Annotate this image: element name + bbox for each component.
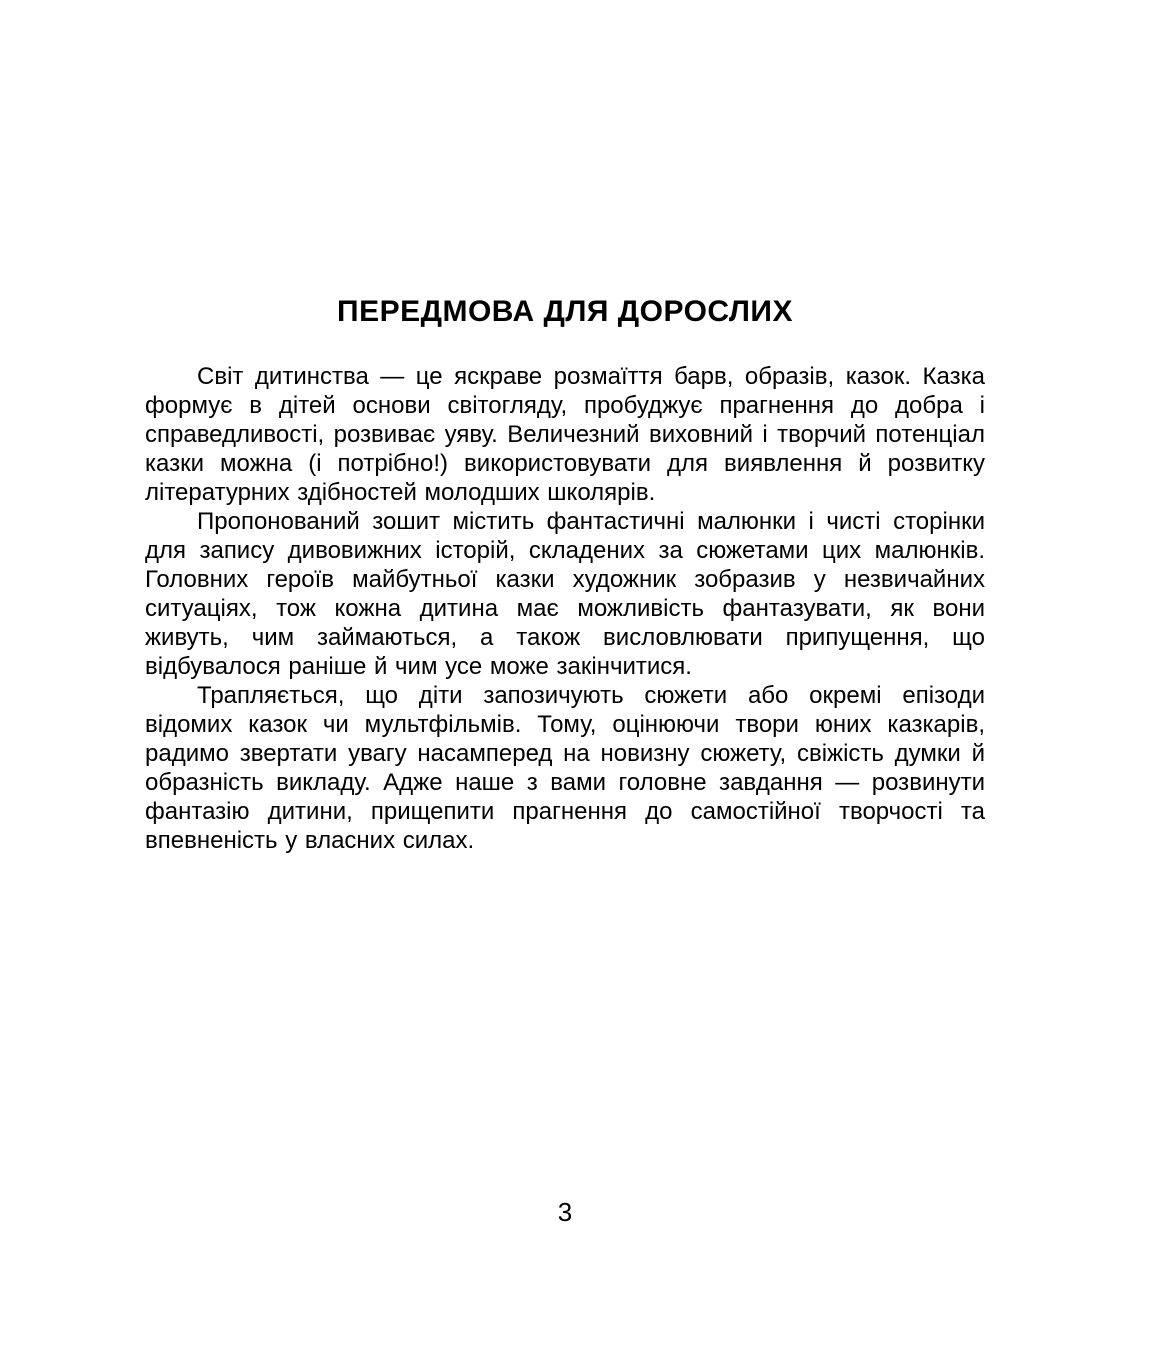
- paragraph-1: Світ дитинства — це яскраве розмаїття барв, образів, казок. Казка формує в дітей основи світогляду, пробуджує прагнення до добра і справедливості, розвиває уяву. Величезний виховний і творчий потенціал казки можна (і потрібно!) використовувати для виявлення й розвитку літературних здібностей молодших школярів.: [145, 363, 985, 506]
- page-title: ПЕРЕДМОВА ДЛЯ ДОРОСЛИХ: [337, 295, 793, 328]
- preface-body: [145, 362, 985, 855]
- paragraph-3: Трапляється, що діти запозичують сюжети або окремі епізоди відомих казок чи мультфільмів. Тому, оцінюючи твори юних казкарів, радимо звертати увагу насамперед на новизну сюжету, свіжість думки й образність викладу. Адже наше з вами головне завдання — розвинути фантазію дитини, прищепити прагнення до самостійної творчості та впевненість у власних силах.: [145, 682, 985, 854]
- paragraph-2: Пропонований зошит містить фантастичні малюнки і чисті сторінки для запису дивовижних історій, складених за сюжетами цих малюнків. Головних героїв майбутньої казки художник зобразив у незвичайних ситуаціях, тож кожна дитина має можливість фантазувати, як вони живуть, чим займаються, а також висловлювати припущення, що відбувалося раніше й чим усе може закінчитися.: [145, 508, 985, 680]
- page-number: 3: [557, 1197, 573, 1227]
